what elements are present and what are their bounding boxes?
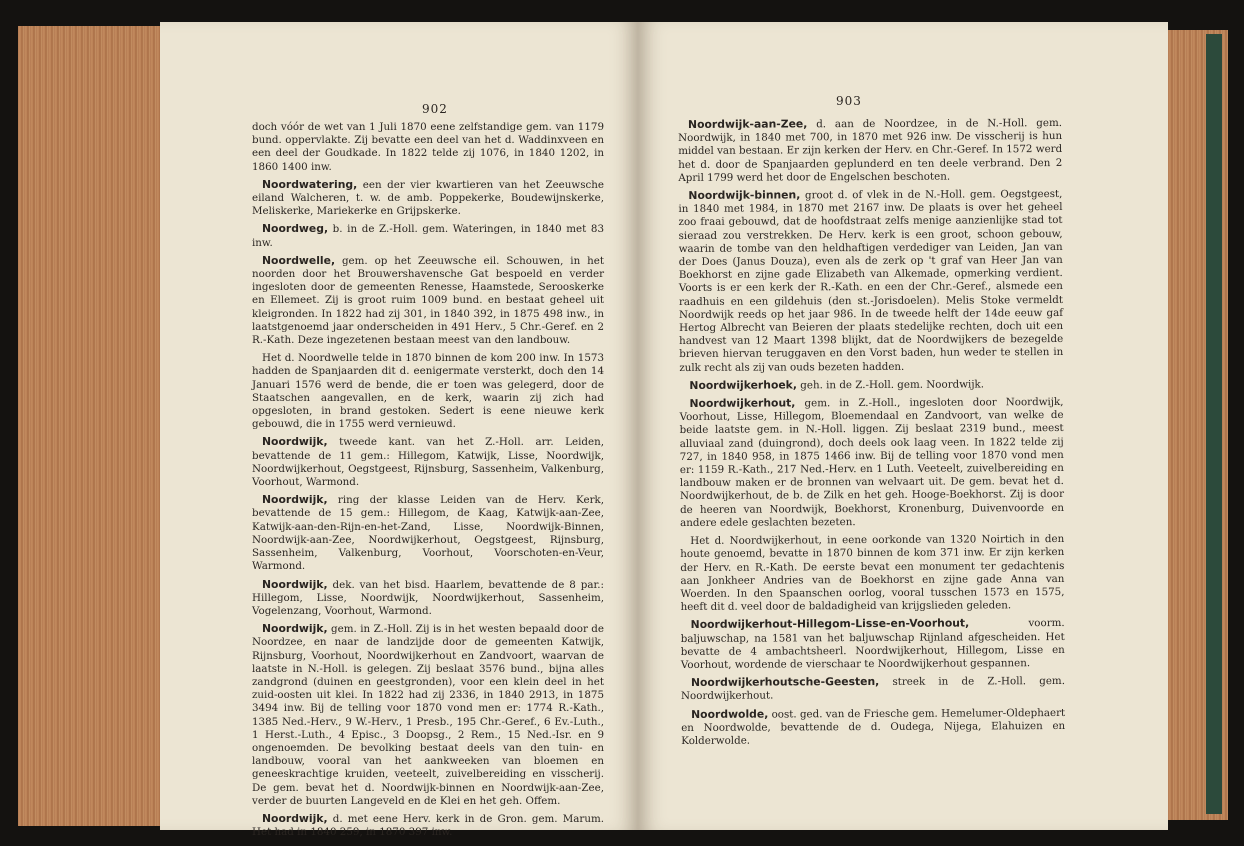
entry <box>681 706 1065 749</box>
entry-headword: Noordweg, <box>262 222 329 236</box>
entry-headword: Noordwijkerhout, <box>689 396 796 411</box>
entry <box>252 622 604 808</box>
entry-text: tweede kant. van het Z.-Holl. arr. Leiden, bevattende de 11 gem.: Hillegom, Katwijk, Lisse, Noordwijk, Noordwijkerhout, Oegstgeest, Rijnsburg, Sassenheim, Valkenburg, Voorhout, Warmond. <box>252 436 604 489</box>
entry-headword: Noordwijk-binnen, <box>688 188 801 202</box>
entry-text: groot d. of vlek in de N.-Holl. gem. Oegstgeest, in 1840 met 1984, in 1870 met 2167 inw. De plaats is over het geheel zoo fraai gebouwd, dat de hoofdstraat zelfs menige aanzienlijke stad tot sieraad zou verstrekken. De Herv. kerk is een groot, schoon gebouw, waarin de tombe van den heldhaftigen verdediger van Leiden, Jan van der Does (Janus Douza), even als de zerk op 't graf van Heer Jan van Boekhorst en zijne gade Elizabeth van Alkemade, opmerking verdient. Voorts is er een kerk der R.-Kath. en een der Chr.-Geref., alsmede een raadhuis en een gildehuis (den st.-Jorisdoelen). Melis Stoke vermeldt Noordwijk reeds op het jaar 986. In de tweede helft der 14de eeuw gaf Hertog Albrecht van Beieren der plaats stedelijke rechten, doch uit een handvest van 12 Maart 1398 blijkt, dat de Noordwijkers de bezegelde brieven hiervan teruggaven en den Vorst baden, hun weder te stellen in zulk recht als zij van ouds bezeten hadden. <box>678 188 1064 374</box>
left-page-number: 902 <box>422 102 448 116</box>
right-page-column <box>678 116 1065 752</box>
right-page <box>638 22 1168 830</box>
entry-headword: Noordwijk, <box>262 577 328 591</box>
entry <box>679 395 1064 530</box>
entry-text: gem. op het Zeeuwsche eil. Schouwen, in het noorden door het Brouwershavensche Gat bespoeld en verder ingesloten door de gemeenten Renesse, Haamstede, Serooskerke en Ellemeet. Zij is groot ruim 1009 bund. en bestaat geheel uit kleigronden. In 1822 had zij 301, in 1840 392, in 1875 498 inw., in laatstgenoemd jaar onderscheiden in 491 Herv., 5 Chr.-Geref. en 2 R.-Kath. Deze ingezetenen bestaan meest van den landbouw. <box>252 254 604 347</box>
entry-headword: Noordwijk, <box>262 622 328 636</box>
entry-text: gem. in Z.-Holl. Zij is in het westen bepaald door de Noordzee, en naar de landzijde door de gemeenten Katwijk, Rijnsburg, Voorhout, Noordwijkerhout en Zandvoort, waarvan de laatste in N.-Holl. is gelegen. Zij beslaat 3576 bund., bijna alles zandgrond (duinen en geestgronden), voor een klein deel in het zuid-oosten uit klei. In 1822 had zij 2336, in 1840 2913, in 1875 3494 inw. Bij de telling voor 1870 vond men er: 1774 R.-Kath., 1385 Ned.-Herv., 9 W.-Herv., 1 Presb., 195 Chr.-Geref., 6 Ev.-Luth., 1 Herst.-Luth., 4 Episc., 3 Doopsg., 2 Rem., 15 Ned.-Isr. en 9 ongenoemden. De bevolking bestaat deels van den tuin- en landbouw, vooral van het aankweeken van bloemen en geneeskrachtige kruiden, veeteelt, zuivelbereiding en visscherij. De gem. bevat het d. Noordwijk-binnen en Noordwijk-aan-Zee, verder de buurten Langeveld en de Klei en het geh. Offem. <box>252 623 604 807</box>
entry-text: d. met eene Herv. kerk in de Gron. gem. Marum. Het had in 1840 259, in 1870 397 inw. <box>252 812 604 839</box>
entry <box>252 222 604 249</box>
entry: doch vóór de wet van 1 Juli 1870 eene zelfstandige gem. van 1179 bund. oppervlakte. Zij bevatte een deel van het d. Waddinxveen en een deel der Goudkade. In 1822 telde zij 1076, in 1840 1202, in 1860 1400 inw. <box>252 121 604 173</box>
entry-headword: Noordwijk-aan-Zee, <box>687 117 808 131</box>
entry-headword: Noordwijk, <box>262 811 328 825</box>
entry <box>678 187 1063 375</box>
entry-text: d. aan de Noordzee, in de N.-Holl. gem. Noordwijk, in 1840 met 700, in 1870 met 926 inw. De visscherij is hun middel van bestaan. Er zijn kerken der Herv. en Chr.-Geref. In 1572 werd het d. door de Spanjaarden geplunderd en ten deele verbrand. Den 2 April 1799 werd het door de Engelschen beschoten. <box>678 116 1063 184</box>
entry <box>679 377 1063 393</box>
entry <box>680 532 1064 614</box>
entry-text: oost. ged. van de Friesche gem. Hemelumer-Oldephaert en Noordwolde, bevattende de d. Oudega, Nijega, Elahuizen en Kolderwolde. <box>681 706 1066 747</box>
entry-headword: Noordwijk, <box>262 435 328 449</box>
entry <box>252 435 604 489</box>
entry <box>252 178 604 219</box>
entry-text: ring der klasse Leiden van de Herv. Kerk, bevattende de 15 gem.: Hillegom, de Kaag, Katwijk-aan-Zee, Katwijk-aan-den-Rijn-en-het-Zand, Lisse, Noordwijk-Binnen, Noordwijk-aan-Zee, Noordwijkerhout, Oegstgeest, Rijnsburg, Sassenheim, Valkenburg, Voorhout, Voorschoten-en-Veur, Warmond. <box>252 494 604 573</box>
book-cover-strip <box>1206 34 1222 814</box>
entry <box>681 616 1065 672</box>
entry-text: dek. van het bisd. Haarlem, bevattende de 8 par.: Hillegom, Lisse, Noordwijk, Noordwijkerhout, Sassenheim, Vogelenzang, Voorhout, Warmond. <box>252 578 604 617</box>
entry-text: Het d. Noordwijkerhout, in eene oorkonde van 1320 Noirtich in den houte genoemd, bevatte in 1870 binnen de kom 371 inw. Er zijn kerken der Herv. en R.-Kath. De eerste bevat een monument ter gedachtenis aan Jonkheer Andries van de Boekhorst en zijne gade Anna van Woerden. In den Spaanschen oorlog, vooral tusschen 1573 en 1575, heeft dit d. veel door de baldadigheid van krijgslieden geleden. <box>680 533 1065 614</box>
entry-text: b. in de Z.-Holl. gem. Wateringen, in 1840 met 83 inw. <box>252 223 604 249</box>
entry-headword: Noordwijk, <box>262 493 328 507</box>
entry <box>678 116 1062 185</box>
entry-headword <box>252 351 262 364</box>
entry <box>252 254 604 347</box>
entry <box>681 674 1065 703</box>
entry-text: een der vier kwartieren van het Zeeuwsche eiland Walcheren, t. w. de amb. Poppekerke, Boudewijnskerke, Meliskerke, Mariekerke en Grijpskerke. <box>252 178 604 218</box>
book-page-edges-left <box>18 26 183 826</box>
entry-headword: Noordwelle, <box>262 253 336 267</box>
entry-headword <box>680 534 690 547</box>
entry-headword: Noordwijkerhoek, <box>689 378 797 392</box>
entry <box>252 578 604 619</box>
entry-headword: Noordwijkerhoutsche-Geesten, <box>690 675 880 690</box>
left-page <box>160 22 638 839</box>
entry-text: streek in de Z.-Holl. gem. Noordwijkerhout. <box>680 675 1065 703</box>
left-page-column <box>252 120 604 843</box>
entry <box>252 351 604 431</box>
entry-text: geh. in de Z.-Holl. gem. Noordwijk. <box>796 378 985 392</box>
entry <box>252 812 604 839</box>
entry <box>252 493 604 573</box>
entry-headword: Noordwijkerhout-Hillegom-Lisse-en-Voorhout, <box>690 616 970 632</box>
right-page-number: 903 <box>836 94 862 108</box>
entry-text: voorm. baljuwschap, na 1581 van het baljuwschap Rijnland afgescheiden. Het bevatte de 4 ambachtsheerl. Noordwijkerhout, Hillegom, Lisse en Voorhout, wordende de vierschaar te Noordwijkerhout gespannen. <box>680 617 1065 671</box>
entry-text: Het d. Noordwelle telde in 1870 binnen de kom 200 inw. In 1573 hadden de Spanjaarden dit d. eenigermate versterkt, doch den 14 Januari 1576 werd de bende, die er toen was gelegerd, door de Staatschen aangevallen, en de kerk, waarin zij zich had opgesloten, in brand gestoken. Sedert is eene nieuwe kerk gebouwd, die in 1755 werd vernieuwd. <box>252 352 604 431</box>
entry-headword: Noordwatering, <box>262 177 358 191</box>
entry-headword: Noordwolde, <box>691 707 769 721</box>
entry-text: gem. in Z.-Holl., ingesloten door Noordwijk, Voorhout, Lisse, Hillegom, Bloemendaal en Zandvoort, van welke de beide laatste gem. in N.-Holl. liggen. Zij beslaat 2319 bund., meest alluviaal zand (duingrond), doch deels ook laag veen. In 1822 telde zij 727, in 1840 958, in 1875 1466 inw. Bij de telling voor 1870 vond men er: 1159 R.-Kath., 217 Ned.-Herv. en 1 Luth. Veeteelt, zuivelbereiding en landbouw maken er de bronnen van welvaart uit. De gem. bevat het d. Noordwijkerhout, de b. de Zilk en het geh. Hooge-Boekhorst. Zij is door de heeren van Noordwijk, Boekhorst, Kronenburg, Duivenvoorde en andere edele geslachten bezeten. <box>679 396 1065 529</box>
